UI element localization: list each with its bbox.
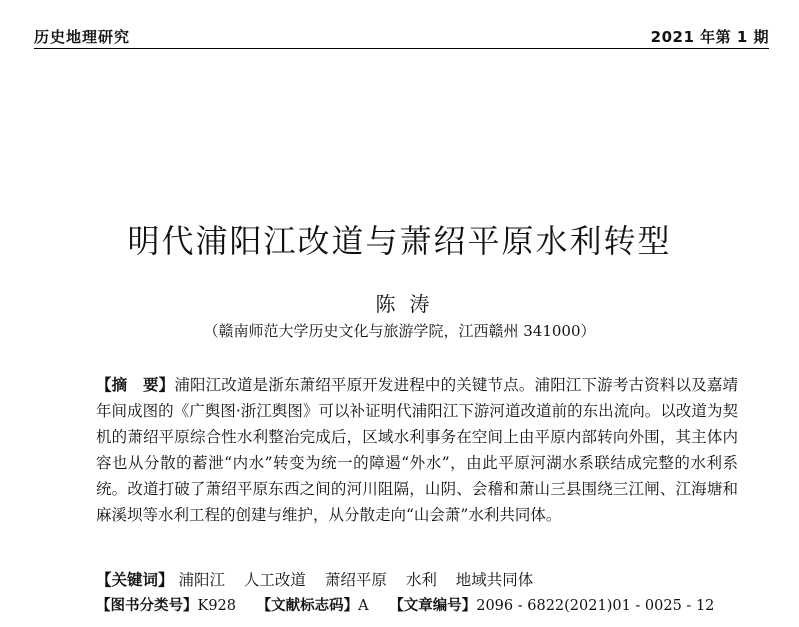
clc-value: K928 — [197, 598, 237, 614]
keyword: 萧绍平原 — [324, 571, 387, 589]
article-id-value: 2096 - 6822(2021)01 - 0025 - 12 — [476, 598, 715, 614]
running-header — [34, 18, 769, 49]
keyword: 浦阳江 — [178, 571, 225, 589]
abstract-text: 浦阳江改道是浙东萧绍平原开发进程中的关键节点。浦阳江下游考古资料以及嘉靖年间成图的《广舆图·浙江舆图》可以补证明代浦阳江下游河道改道前的东出流向。以改道为契机的萧绍平原综合性水利整治完成后，区域水利事务在空间上由平原内部转向外围，其主体内容也从分散的蓄泄“内水”转变为统一的障遏“外水”，由此平原河湖水系联结成完整的水利系统。改道打破了萧绍平原东西之间的河川阻隔，山阴、会稽和萧山三县围绕三江闸、江海塘和麻溪坝等水利工程的创建与维护，从分散走向“山会萧”水利共同体。 — [96, 376, 738, 524]
doc-code-value: A — [358, 598, 369, 614]
article-id-label: 【文章编号】 — [389, 598, 477, 614]
abstract — [96, 372, 738, 528]
author-name: 陈涛 — [375, 292, 444, 316]
keyword: 地域共同体 — [455, 571, 534, 589]
author-affiliation: （赣南师范大学历史文化与旅游学院，江西赣州 341000） — [203, 322, 596, 340]
keywords-label: 【关键词】 — [96, 571, 174, 589]
keyword: 人工改道 — [243, 571, 306, 589]
clc-label: 【图书分类号】 — [96, 598, 198, 614]
keyword: 水利 — [405, 571, 437, 589]
issue-number: 2021 年第 1 期 — [650, 28, 769, 46]
journal-name: 历史地理研究 — [34, 28, 131, 46]
classification-info — [96, 593, 714, 619]
keywords — [96, 567, 756, 593]
doc-code-label: 【文献标志码】 — [256, 598, 359, 614]
abstract-label: 【摘 要】 — [96, 376, 175, 394]
article-title: 明代浦阳江改道与萧绍平原水利转型 — [127, 222, 672, 260]
